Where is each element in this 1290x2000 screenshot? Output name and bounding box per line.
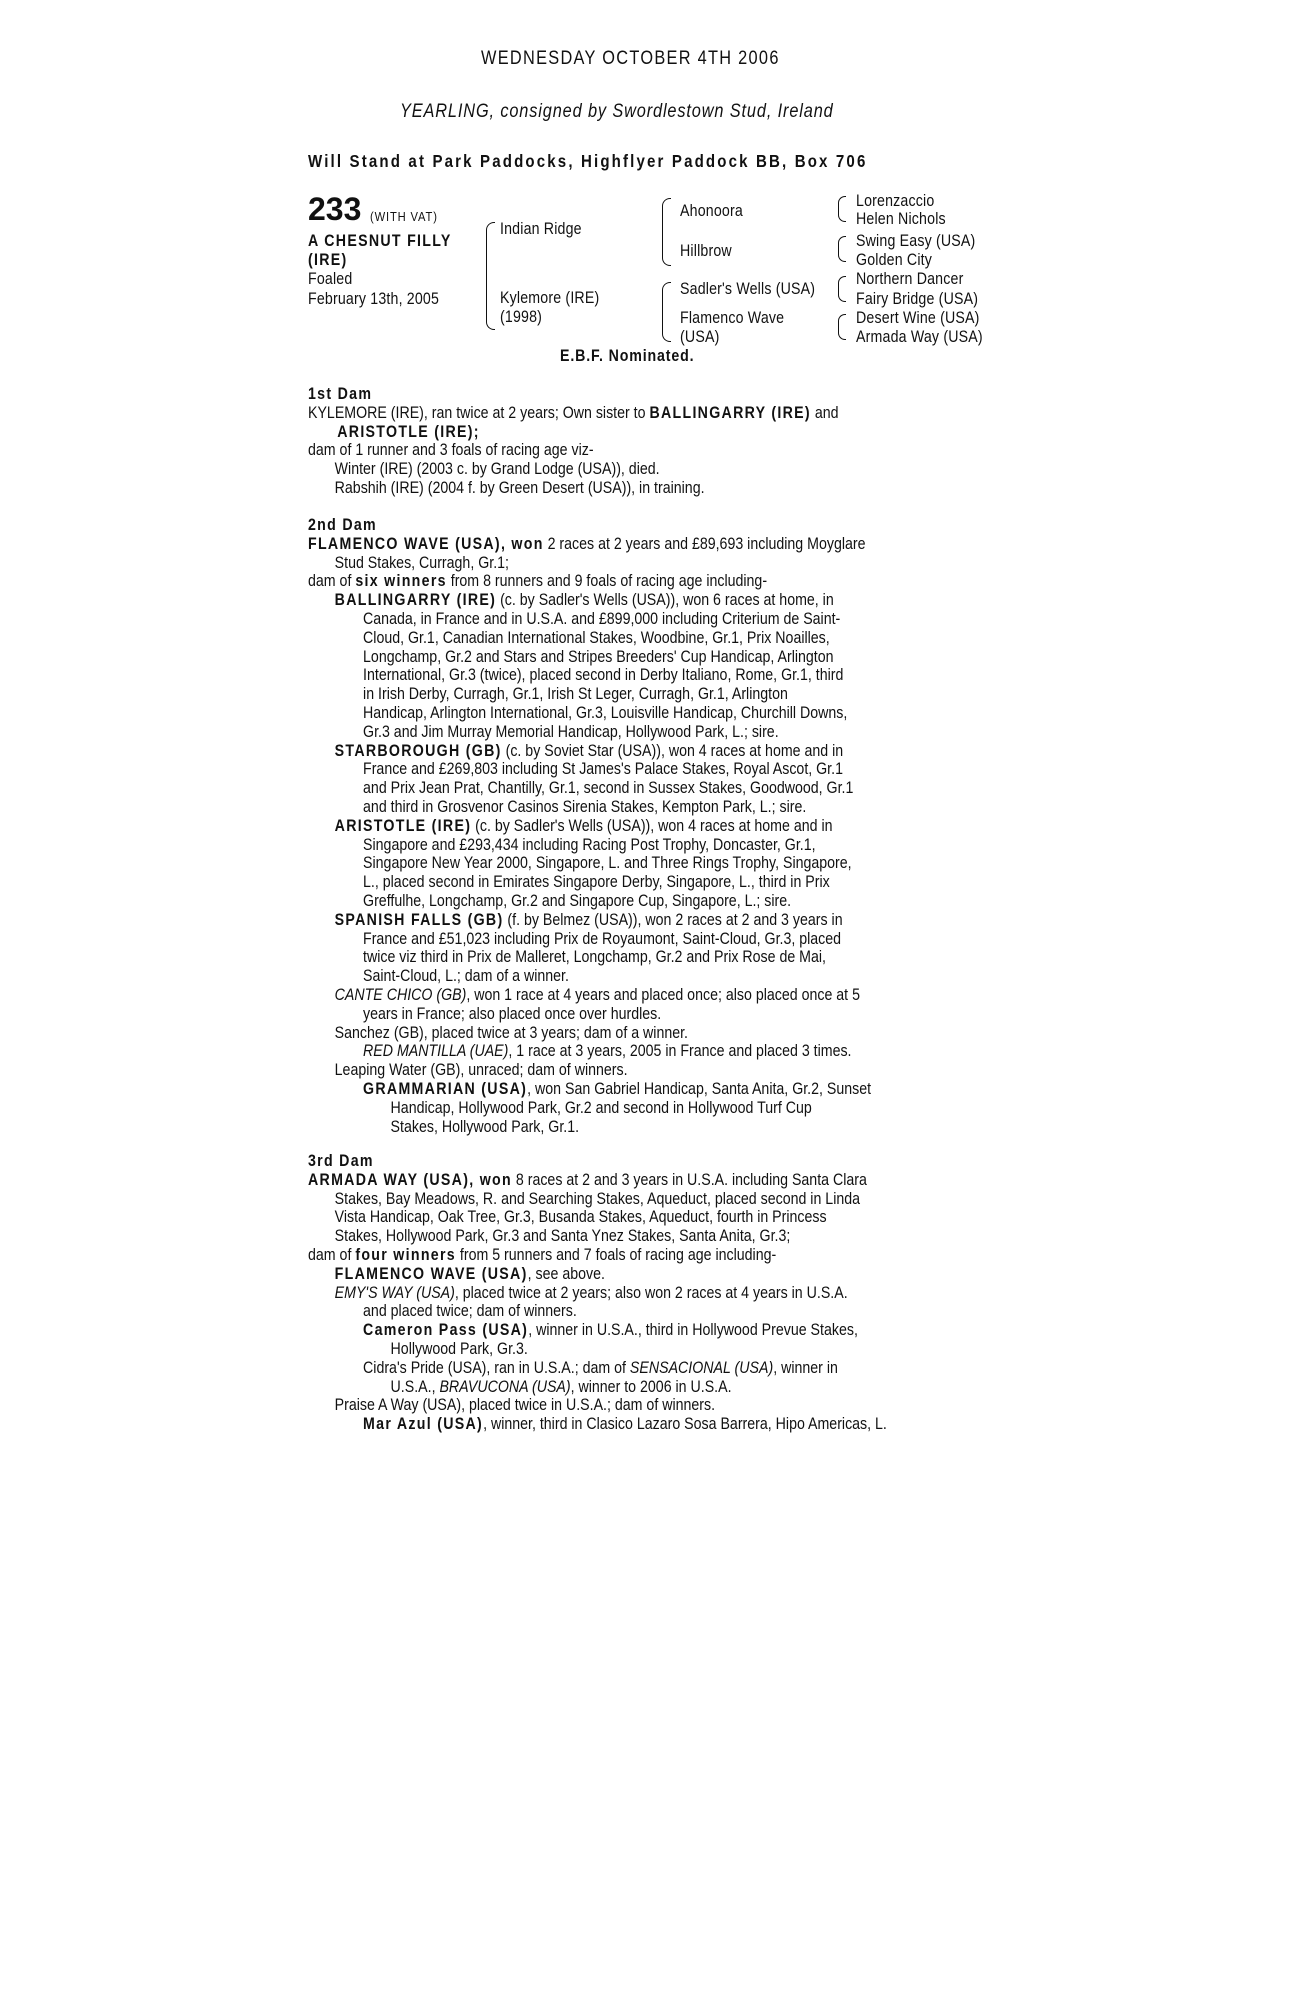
progeny-cidras-pride: Cidra's Pride (USA), ran in U.S.A.; dam of SENSACIONAL (USA), winner in — [363, 1358, 838, 1377]
first-dam-line: ARISTOTLE (IRE); — [337, 422, 480, 441]
progeny-line: twice viz third in Prix de Malleret, Longchamp, Gr.2 and Prix Rose de Mai, — [363, 948, 826, 967]
progeny-line: Cloud, Gr.1, Canadian International Stakes, Woodbine, Gr.1, Prix Noailles, — [363, 628, 830, 647]
pedigree-brace-sd — [838, 236, 846, 262]
progeny-line: France and £51,023 including Prix de Royaumont, Saint-Cloud, Gr.3, placed — [363, 929, 842, 948]
progeny-flamenco-wave: FLAMENCO WAVE (USA), see above. — [334, 1264, 605, 1283]
sire-sire: Ahonoora — [680, 202, 743, 220]
first-dam-progeny: Rabshih (IRE) (2004 f. by Green Desert (USA)), in training. — [334, 478, 705, 497]
foaled-date: February 13th, 2005 — [308, 290, 440, 308]
third-dam-line: ARMADA WAY (USA), won 8 races at 2 and 3 years in U.S.A. including Santa Clara — [308, 1170, 867, 1189]
progeny-spanish-falls: SPANISH FALLS (GB) (f. by Belmez (USA)), won 2 races at 2 and 3 years in — [334, 910, 843, 929]
pedigree-brace-sire — [662, 198, 671, 266]
progeny-line: Longchamp, Gr.2 and Stars and Stripes Breeders' Cup Handicap, Arlington — [363, 647, 834, 666]
progeny-cante-chico: CANTE CHICO (GB), won 1 race at 4 years and placed once; also placed once at 5 — [334, 985, 860, 1004]
second-dam-section — [308, 516, 1168, 1136]
progeny-mar-azul: Mar Azul (USA), winner, third in Clasico Lazaro Sosa Barrera, Hipo Americas, L. — [363, 1415, 887, 1434]
lot-origin: (IRE) — [308, 251, 348, 269]
sale-date: WEDNESDAY OCTOBER 4TH 2006 — [481, 48, 780, 69]
dsd-name: Fairy Bridge (USA) — [856, 290, 979, 308]
first-dam-line: dam of 1 runner and 3 foals of racing age viz- — [308, 441, 594, 460]
third-dam-heading: 3rd Dam — [308, 1152, 374, 1170]
progeny-line: France and £269,803 including St James's Palace Stakes, Royal Ascot, Gr.1 — [363, 760, 843, 779]
first-dam-heading: 1st Dam — [308, 385, 373, 403]
progeny-line: Singapore New Year 2000, Singapore, L. and Three Rings Trophy, Singapore, — [363, 854, 852, 873]
progeny-line: Stakes, Hollywood Park, Gr.1. — [390, 1117, 580, 1136]
third-dam-line: Stakes, Hollywood Park, Gr.3 and Santa Ynez Stakes, Santa Anita, Gr.3; — [334, 1227, 791, 1246]
lot-description: A CHESNUT FILLY — [308, 232, 452, 250]
sdd-name: Golden City — [856, 251, 933, 269]
progeny-starborough: STARBOROUGH (GB) (c. by Soviet Star (USA)), won 4 races at home and in — [334, 741, 844, 760]
dam-dam-origin: (USA) — [680, 328, 720, 346]
pedigree-brace-dam — [662, 282, 671, 342]
first-dam-progeny: Winter (IRE) (2003 c. by Grand Lodge (USA)), died. — [334, 460, 660, 479]
progeny-line: International, Gr.3 (twice), placed second in Derby Italiano, Rome, Gr.1, third — [363, 666, 844, 685]
ssd-name: Helen Nichols — [856, 210, 946, 228]
progeny-line: Gr.3 and Jim Murray Memorial Handicap, Hollywood Park, L.; sire. — [363, 722, 779, 741]
third-dam-section — [308, 1152, 1168, 1434]
progeny-aristotle: ARISTOTLE (IRE) (c. by Sadler's Wells (USA)), won 4 races at home and in — [334, 816, 833, 835]
progeny-leaping-water: Leaping Water (GB), unraced; dam of winners. — [334, 1061, 628, 1080]
foaled-label: Foaled — [308, 270, 353, 288]
progeny-line: Handicap, Arlington International, Gr.3, Louisville Handicap, Churchill Downs, — [363, 703, 848, 722]
progeny-line: Saint-Cloud, L.; dam of a winner. — [363, 967, 569, 986]
progeny-cameron-pass: Cameron Pass (USA), winner in U.S.A., third in Hollywood Prevue Stakes, — [363, 1321, 858, 1340]
progeny-line: and third in Grosvenor Casinos Sirenia Stakes, Kempton Park, L.; sire. — [363, 797, 807, 816]
progeny-line: in Irish Derby, Curragh, Gr.1, Irish St Leger, Curragh, Gr.1, Arlington — [363, 685, 788, 704]
second-dam-line: Stud Stakes, Curragh, Gr.1; — [334, 553, 509, 572]
ebf-note: E.B.F. Nominated. — [560, 347, 695, 365]
dds-name: Desert Wine (USA) — [856, 309, 980, 327]
third-dam-line: Vista Handicap, Oak Tree, Gr.3, Busanda Stakes, Aqueduct, fourth in Princess — [334, 1208, 827, 1227]
progeny-ballingarry: BALLINGARRY (IRE) (c. by Sadler's Wells (USA)), won 6 races at home, in — [334, 591, 834, 610]
progeny-red-mantilla: RED MANTILLA (UAE), 1 race at 3 years, 2005 in France and placed 3 times. — [363, 1042, 852, 1061]
sire-dam: Hillbrow — [680, 242, 732, 260]
ddd-name: Armada Way (USA) — [856, 328, 983, 346]
progeny-line: and placed twice; dam of winners. — [363, 1302, 577, 1321]
sss-name: Lorenzaccio — [856, 192, 935, 210]
progeny-line: and Prix Jean Prat, Chantilly, Gr.1, second in Sussex Stakes, Goodwood, Gr.1 — [363, 779, 854, 798]
dam-sire: Sadler's Wells (USA) — [680, 280, 816, 298]
pedigree-brace-main — [486, 222, 495, 330]
third-dam-line: dam of four winners from 5 runners and 7 foals of racing age including- — [308, 1245, 777, 1264]
stand-location: Will Stand at Park Paddocks, Highflyer Paddock BB, Box 706 — [308, 151, 868, 171]
progeny-emys-way: EMY'S WAY (USA), placed twice at 2 years; also won 2 races at 4 years in U.S.A. — [334, 1283, 848, 1302]
progeny-line: L., placed second in Emirates Singapore Derby, Singapore, L., third in Prix — [363, 873, 830, 892]
pedigree-brace-dd — [838, 314, 846, 340]
pedigree-brace-ss — [838, 196, 846, 222]
dam-name: Kylemore (IRE) — [500, 289, 600, 307]
lot-number: 233 — [308, 191, 362, 227]
progeny-line: Singapore and £293,434 including Racing Post Trophy, Doncaster, Gr.1, — [363, 835, 816, 854]
sds-name: Swing Easy (USA) — [856, 232, 976, 250]
progeny-line: Handicap, Hollywood Park, Gr.2 and second in Hollywood Turf Cup — [390, 1098, 812, 1117]
progeny-sanchez: Sanchez (GB), placed twice at 3 years; dam of a winner. — [334, 1023, 689, 1042]
vat-note: (WITH VAT) — [370, 209, 438, 224]
progeny-grammarian: GRAMMARIAN (USA), won San Gabriel Handicap, Santa Anita, Gr.2, Sunset — [363, 1079, 872, 1098]
first-dam-line: KYLEMORE (IRE), ran twice at 2 years; Own sister to BALLINGARRY (IRE) and — [308, 403, 839, 422]
sire-name: Indian Ridge — [500, 220, 582, 238]
second-dam-heading: 2nd Dam — [308, 516, 377, 534]
first-dam-section — [308, 385, 1168, 498]
second-dam-line: FLAMENCO WAVE (USA), won 2 races at 2 years and £89,693 including Moyglare — [308, 534, 866, 553]
consignment-line: YEARLING, consigned by Swordlestown Stud, Ireland — [400, 101, 834, 122]
progeny-praise-a-way: Praise A Way (USA), placed twice in U.S.A.; dam of winners. — [334, 1396, 716, 1415]
pedigree-brace-ds — [838, 276, 846, 302]
dss-name: Northern Dancer — [856, 270, 964, 288]
progeny-line: Hollywood Park, Gr.3. — [390, 1339, 528, 1358]
dam-dam: Flamenco Wave — [680, 309, 785, 327]
progeny-line: Greffulhe, Longchamp, Gr.2 and Singapore Cup, Singapore, L.; sire. — [363, 891, 792, 910]
second-dam-line: dam of six winners from 8 runners and 9 foals of racing age including- — [308, 572, 768, 591]
progeny-line: Canada, in France and in U.S.A. and £899,000 including Criterium de Saint- — [363, 609, 841, 628]
third-dam-line: Stakes, Bay Meadows, R. and Searching Stakes, Aqueduct, placed second in Linda — [334, 1189, 861, 1208]
dam-year: (1998) — [500, 308, 543, 326]
progeny-line: years in France; also placed once over hurdles. — [363, 1004, 662, 1023]
progeny-line: U.S.A., BRAVUCONA (USA), winner to 2006 in U.S.A. — [390, 1377, 732, 1396]
